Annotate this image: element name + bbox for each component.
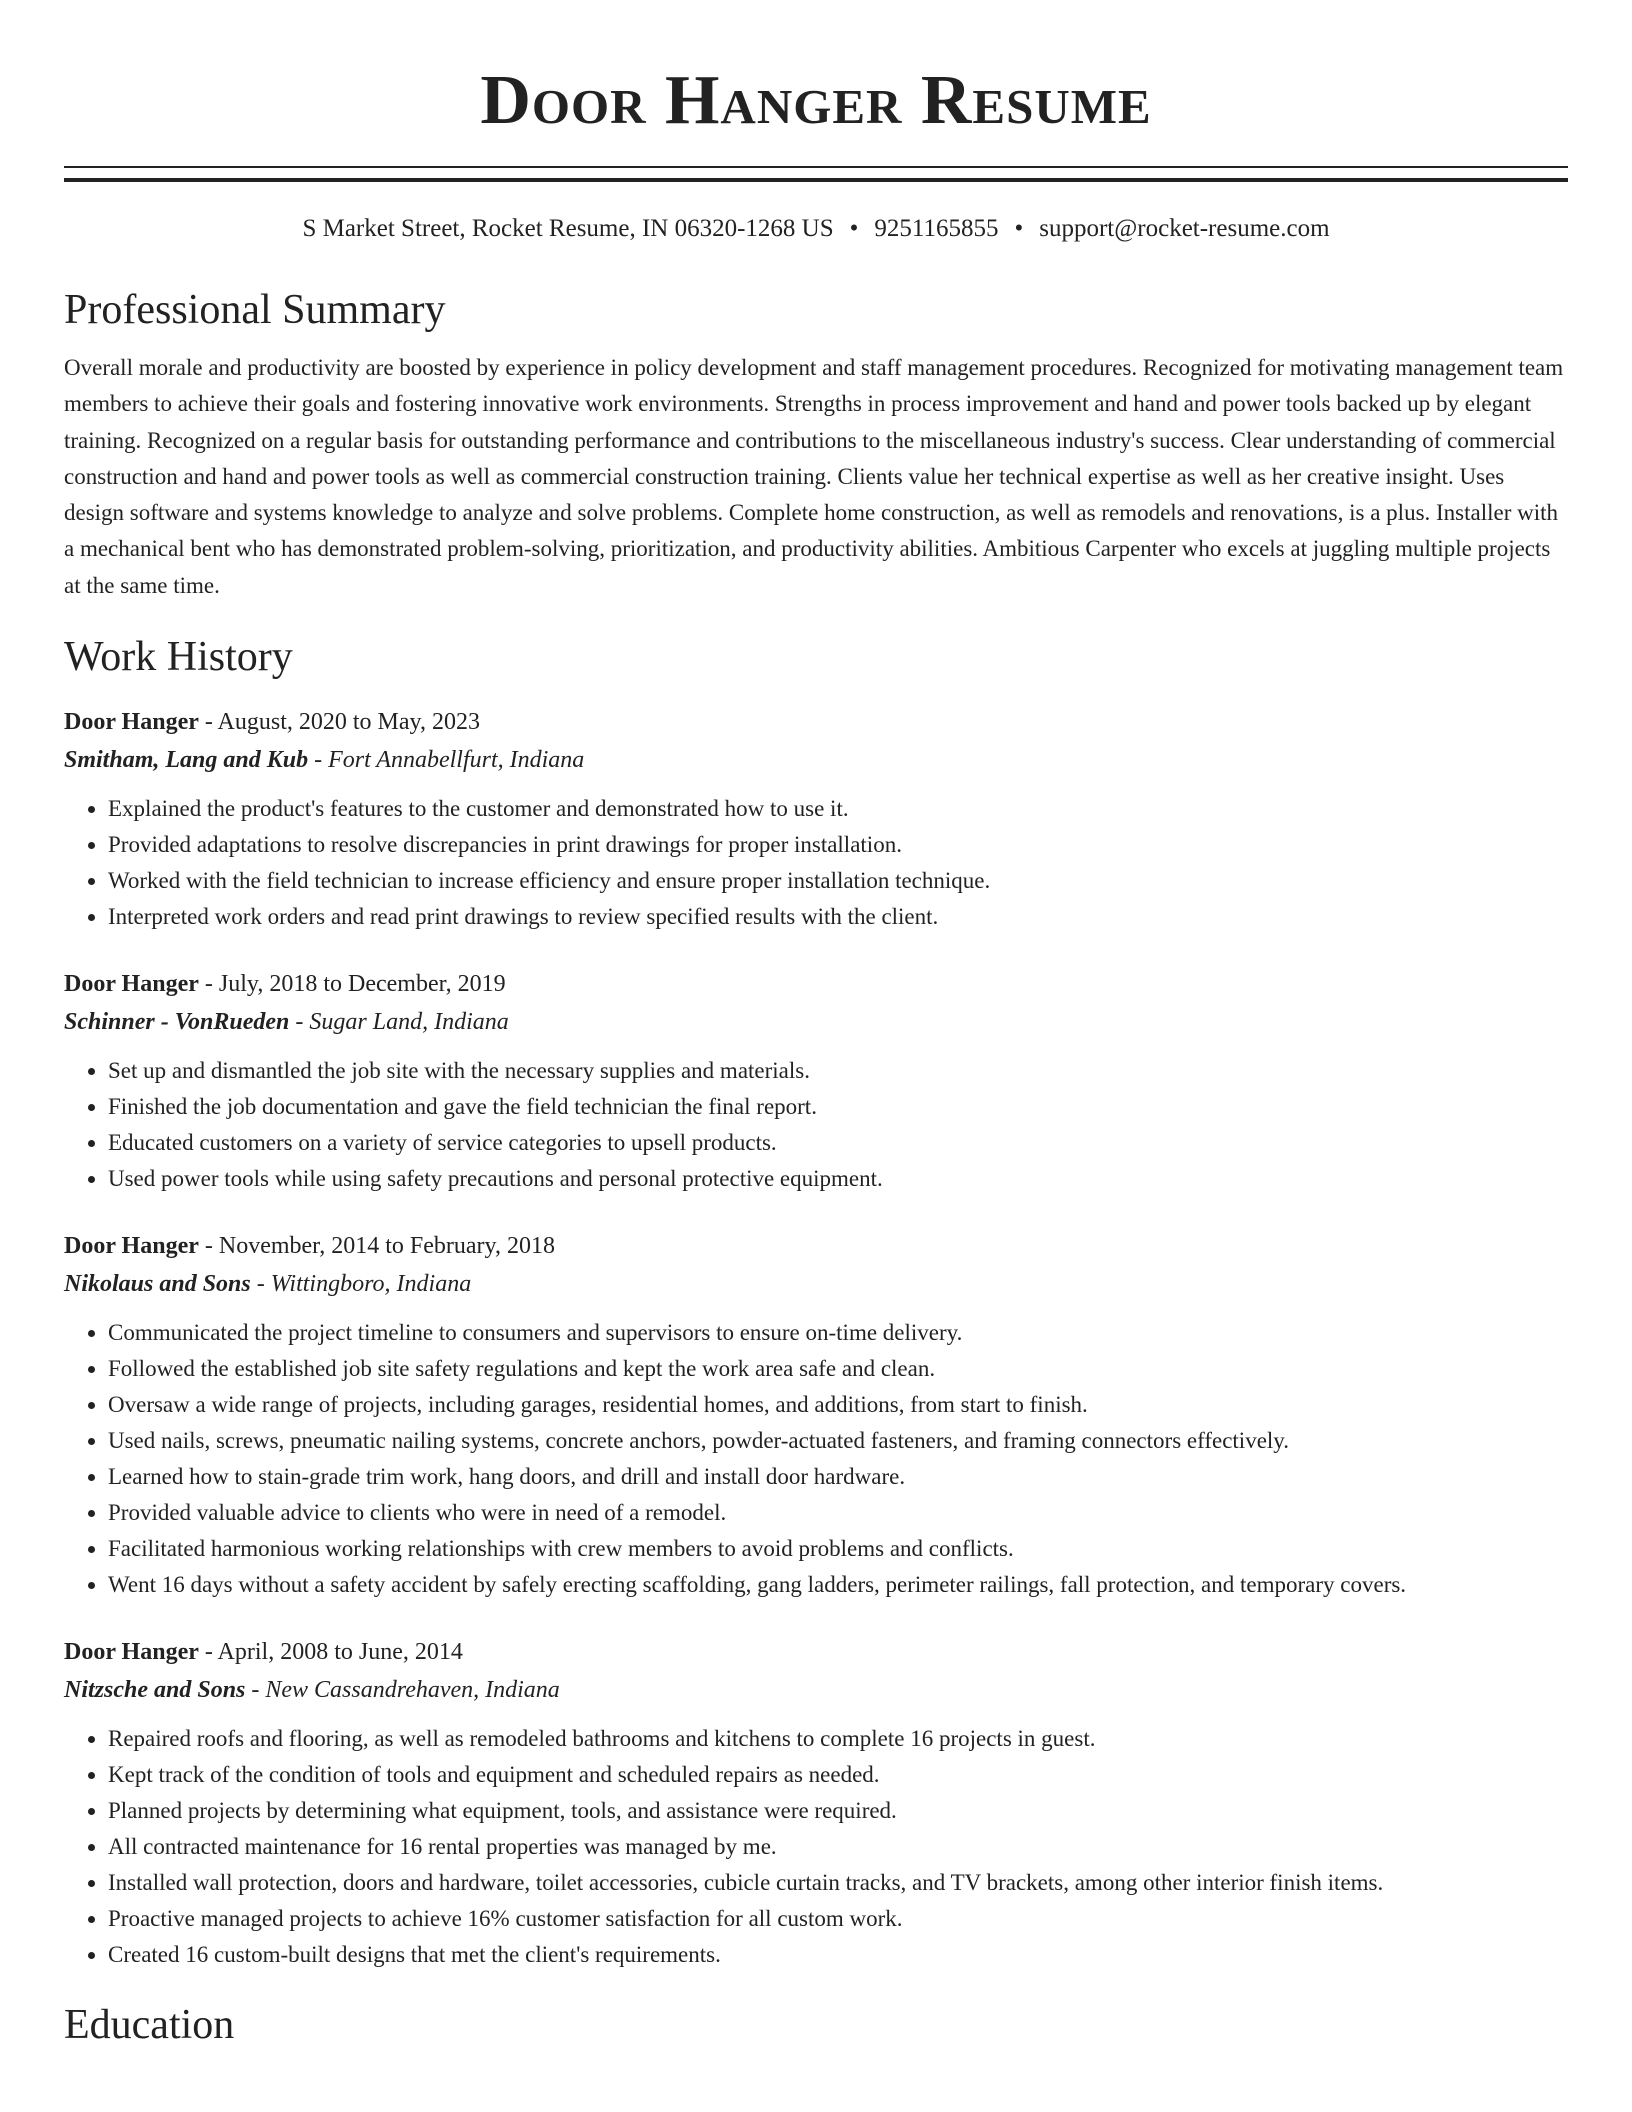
job-duty: • All contracted maintenance for 16 rental properties was managed by me.: [108, 1829, 1568, 1865]
company-name: Nitzsche and Sons: [64, 1677, 246, 1704]
company-location: - Sugar Land, Indiana: [289, 1009, 509, 1036]
job-entry: [64, 965, 1568, 1197]
job-duty: • Facilitated harmonious working relationships with crew members to avoid problems and conflicts.: [108, 1531, 1568, 1567]
job-title-line: [64, 1633, 1568, 1671]
title-divider: [64, 166, 1568, 182]
job-duty: • Kept track of the condition of tools and equipment and scheduled repairs as needed.: [108, 1757, 1568, 1793]
job-title: Door Hanger: [64, 709, 199, 736]
job-title-line: [64, 965, 1568, 1003]
job-duty: • Provided adaptations to resolve discrepancies in print drawings for proper installation.: [108, 827, 1568, 863]
contact-separator: •: [1014, 215, 1024, 242]
company-line: [64, 1003, 1568, 1041]
job-title-line: [64, 1227, 1568, 1265]
job-duty: • Set up and dismantled the job site with the necessary supplies and materials.: [108, 1053, 1568, 1089]
job-duty: • Interpreted work orders and read print drawings to review specified results with the client.: [108, 899, 1568, 935]
job-duty: • Educated customers on a variety of service categories to upsell products.: [108, 1125, 1568, 1161]
job-duty: • Finished the job documentation and gave the field technician the final report.: [108, 1089, 1568, 1125]
job-entry: [64, 1633, 1568, 1973]
company-location: - Fort Annabellfurt, Indiana: [308, 747, 585, 774]
company-name: Smitham, Lang and Kub: [64, 747, 309, 774]
work-history-heading: Work History: [64, 634, 293, 681]
company-name: Schinner - VonRueden: [64, 1009, 290, 1036]
job-title: Door Hanger: [64, 971, 199, 998]
job-dates: - April, 2008 to June, 2014: [198, 1639, 463, 1666]
job-duty: • Used nails, screws, pneumatic nailing systems, concrete anchors, powder-actuated fasteners, and framing connectors effectively.: [108, 1423, 1568, 1459]
job-title: Door Hanger: [64, 1233, 199, 1260]
company-line: [64, 741, 1568, 779]
job-duty: • Created 16 custom-built designs that met the client's requirements.: [108, 1937, 1568, 1973]
job-duties: [64, 1315, 1568, 1603]
job-duty: • Proactive managed projects to achieve 16% customer satisfaction for all custom work.: [108, 1901, 1568, 1937]
job-dates: - July, 2018 to December, 2019: [198, 971, 506, 998]
summary-text: Overall morale and productivity are boosted by experience in policy development and staff management procedures. Recognized for motivating management team members to achieve their goals and fostering innovative work environments. Strengths in process improvement and hand and power tools backed up by elegant training. Recognized on a regular basis for outstanding performance and contributions to the miscellaneous industry's success. Clear understanding of commercial construction and hand and power tools as well as commercial construction training. Clients value her technical expertise as well as her creative insight. Uses design software and systems knowledge to analyze and solve problems. Complete home construction, as well as remodels and renovations, is a plus. Installer with a mechanical bent who has demonstrated problem-solving, prioritization, and productivity abilities. Ambitious Carpenter who excels at juggling multiple projects at the same time.: [64, 355, 1564, 598]
job-dates: - November, 2014 to February, 2018: [198, 1233, 555, 1260]
company-line: [64, 1671, 1568, 1709]
job-duty: • Repaired roofs and flooring, as well as remodeled bathrooms and kitchens to complete 16 projects in guest.: [108, 1721, 1568, 1757]
job-duties: [64, 1721, 1568, 1973]
contact-email: support@rocket-resume.com: [1039, 215, 1330, 242]
job-entry: [64, 703, 1568, 935]
job-duty: • Used power tools while using safety precautions and personal protective equipment.: [108, 1161, 1568, 1197]
job-duty: • Went 16 days without a safety accident by safely erecting scaffolding, gang ladders, perimeter railings, fall protection, and temporary covers.: [108, 1567, 1568, 1603]
contact-address: S Market Street, Rocket Resume, IN 06320-1268 US: [302, 215, 834, 242]
job-duty: • Followed the established job site safety regulations and kept the work area safe and clean.: [108, 1351, 1568, 1387]
job-duties: [64, 791, 1568, 935]
education-heading: Education: [64, 2002, 235, 2049]
contact-phone: 9251165855: [874, 215, 999, 242]
job-title-line: [64, 703, 1568, 741]
resume-title: Door Hanger Resume: [480, 62, 1152, 139]
summary-heading: Professional Summary: [64, 287, 446, 333]
company-location: - New Cassandrehaven, Indiana: [245, 1677, 560, 1704]
contact-line: [64, 212, 1568, 246]
job-duty: • Learned how to stain-grade trim work, hang doors, and drill and install door hardware.: [108, 1459, 1568, 1495]
job-duty: • Worked with the field technician to increase efficiency and ensure proper installation technique.: [108, 863, 1568, 899]
job-dates: - August, 2020 to May, 2023: [198, 709, 480, 736]
job-duty: • Provided valuable advice to clients who were in need of a remodel.: [108, 1495, 1568, 1531]
job-duty: • Oversaw a wide range of projects, including garages, residential homes, and additions, from start to finish.: [108, 1387, 1568, 1423]
company-location: - Wittingboro, Indiana: [250, 1271, 472, 1298]
contact-separator: •: [849, 215, 859, 242]
job-duties: [64, 1053, 1568, 1197]
job-duty: • Planned projects by determining what equipment, tools, and assistance were required.: [108, 1793, 1568, 1829]
job-duty: • Installed wall protection, doors and hardware, toilet accessories, cubicle curtain tracks, and TV brackets, among other interior finish items.: [108, 1865, 1568, 1901]
job-duty: • Communicated the project timeline to consumers and supervisors to ensure on-time delivery.: [108, 1315, 1568, 1351]
job-entry: [64, 1227, 1568, 1603]
job-duty: • Explained the product's features to the customer and demonstrated how to use it.: [108, 791, 1568, 827]
job-title: Door Hanger: [64, 1639, 199, 1666]
company-line: [64, 1265, 1568, 1303]
company-name: Nikolaus and Sons: [64, 1271, 251, 1298]
